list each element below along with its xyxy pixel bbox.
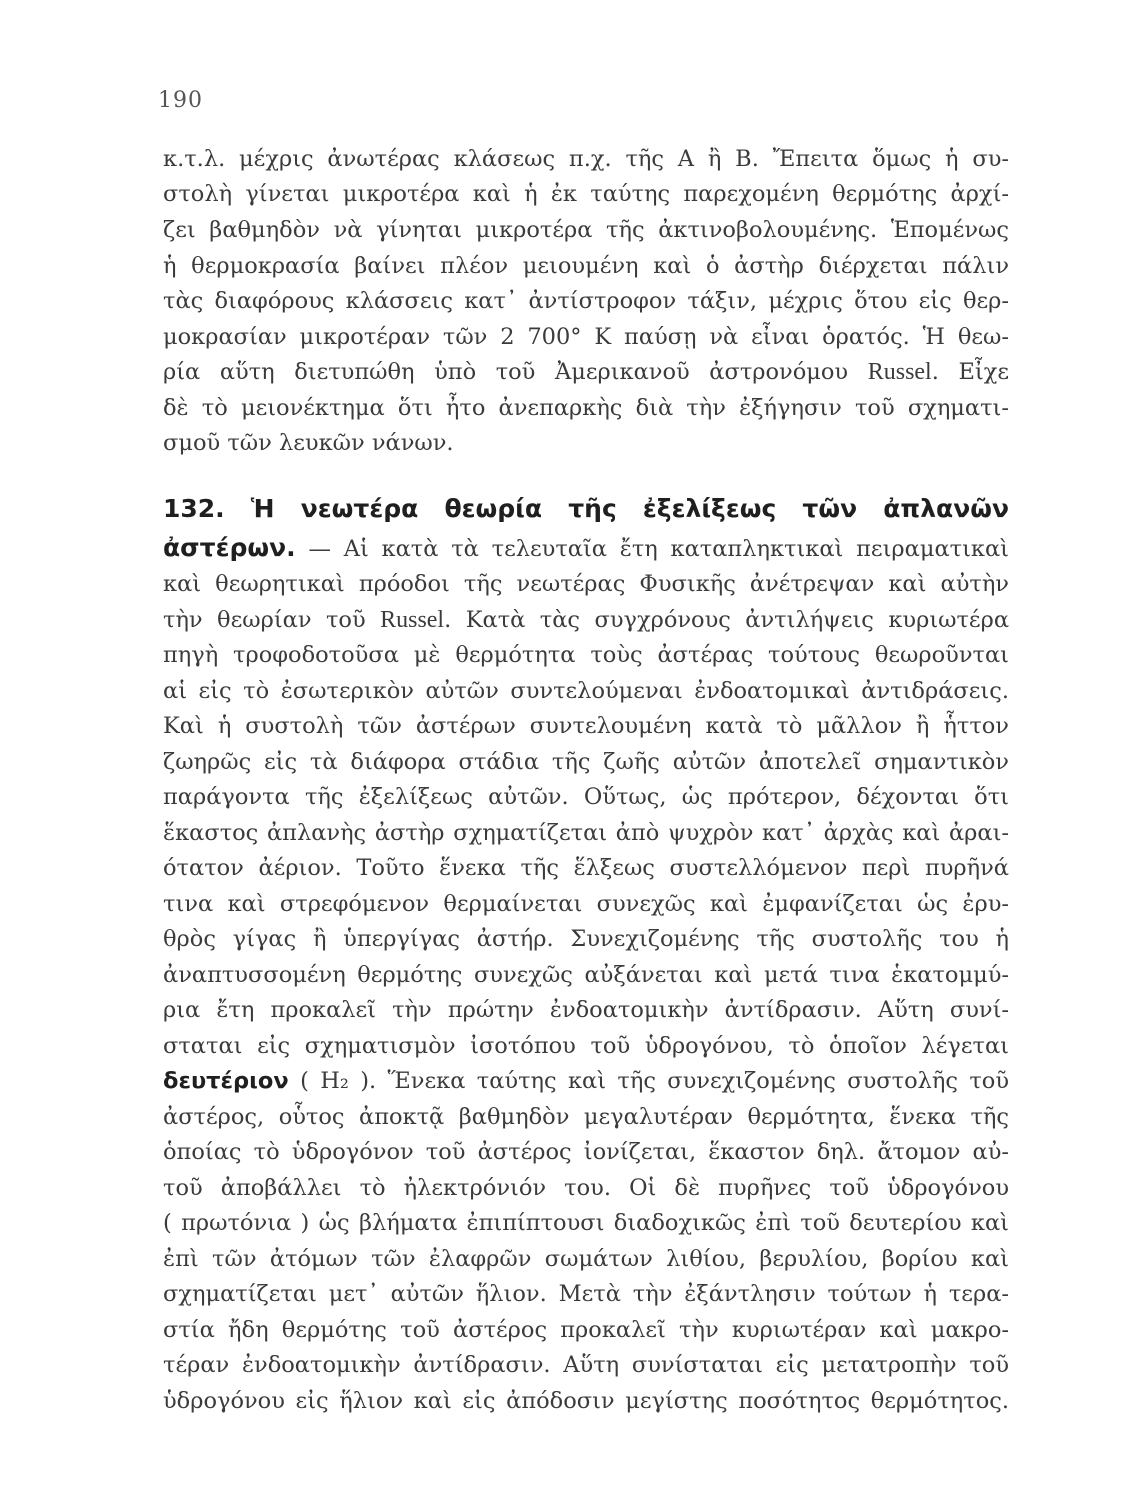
text-line: ἀστέρος, οὗτος ἀποκτᾷ βαθμηδὸν μεγαλυτέραν θερμότητα, ἕνεκα τῆς [163, 1104, 1009, 1130]
text-line: ἕκαστος ἀπλανὴς ἀστὴρ σχηματίζεται ἀπὸ ψυχρὸν κατ᾽ ἀρχὰς καὶ ἀραι- [163, 820, 1009, 846]
text-line: καὶ θεωρητικαὶ πρόοδοι τῆς νεωτέρας Φυσικῆς ἀνέτρεψαν καὶ αὐτὴν [163, 571, 1009, 597]
text-line: τὰς διαφόρους κλάσσεις κατ᾽ ἀντίστροφον τάξιν, μέχρις ὅτου εἰς θερ- [163, 288, 1009, 314]
text-line: στία ἤδη θερμότης τοῦ ἀστέρος προκαλεῖ τὴν κυριωτέραν καὶ μακρο- [163, 1317, 1009, 1343]
text-fragment: Ἕνεκα ταύτης καὶ τῆς συνεχιζομένης συστολῆς τοῦ [376, 1068, 1010, 1094]
text-line: ὁποίας τὸ ὑδρογόνον τοῦ ἀστέρος ἰονίζεται, ἕκαστον δηλ. ἄτομον αὐ- [163, 1139, 1009, 1165]
chemical-formula: ( H₂ ). [288, 1068, 377, 1094]
text-line: ζει βαθμηδὸν νὰ γίνηται μικροτέρα τῆς ἀκτινοβολουμένης. Ἑπομένως [163, 217, 1009, 243]
text-line [163, 532, 1009, 564]
text-line: δὲ τὸ μειονέκτημα ὅτι ἦτο ἀνεπαρκὴς διὰ τὴν ἐξήγησιν τοῦ σχηματι- [163, 395, 1009, 421]
text-line: ὑδρογόνου εἰς ἥλιον καὶ εἰς ἀπόδοσιν μεγίστης ποσότητος θερμότητος. [163, 1388, 1009, 1414]
text-line: παράγοντα τῆς ἐξελίξεως αὐτῶν. Οὕτως, ὡς πρότερον, δέχονται ὅτι [163, 784, 1009, 810]
page-number: 190 [158, 88, 203, 113]
text-line: στολὴ γίνεται μικροτέρα καὶ ἡ ἐκ ταύτης παρεχομένη θερμότης ἀρχί- [163, 181, 1009, 207]
text-line: σχηματίζεται μετ᾽ αὐτῶν ἥλιον. Μετὰ τὴν ἐξάντλησιν τούτων ἡ τερα- [163, 1281, 1009, 1307]
name-russel: Russel [380, 607, 445, 633]
term-deuterion: δευτέριον [163, 1068, 289, 1094]
text-line: τινα καὶ στρεφόμενον θερμαίνεται συνεχῶς καὶ ἐμφανίζεται ὡς ἐρυ- [163, 891, 1009, 917]
text-line: τέραν ἐνδοατομικὴν ἀντίδρασιν. Αὕτη συνίσταται εἰς μετατροπὴν τοῦ [163, 1352, 1009, 1378]
text-line: θρὸς γίγας ἢ ὑπεργίγας ἀστήρ. Συνεχιζομένης τῆς συστολῆς του ἡ [163, 926, 1009, 952]
text-line: αἱ εἰς τὸ ἐσωτερικὸν αὐτῶν συντελούμεναι ἐνδοατομικαὶ ἀντιδράσεις. [163, 678, 1009, 704]
text-line: ἀναπτυσσομένη θερμότης συνεχῶς αὐξάνεται καὶ μετά τινα ἑκατομμύ- [163, 962, 1009, 988]
section-heading-continuation: ἀστέρων. [163, 533, 296, 562]
text-fragment: . Κατὰ τὰς συγχρόνους ἀντιλήψεις κυριωτέρα [444, 607, 1010, 633]
text-line [163, 604, 1009, 636]
section-heading: 132. Ἡ νεωτέρα θεωρία τῆς ἐξελίξεως τῶν ἀπλανῶν [163, 494, 1009, 523]
text-line: ( πρωτόνια ) ὡς βλήματα ἐπιπίπτουσι διαδοχικῶς ἐπὶ τοῦ δευτερίου καὶ [163, 1210, 1009, 1236]
text-line: πηγὴ τροφοδοτοῦσα μὲ θερμότητα τοὺς ἀστέρας τούτους θεωροῦνται [163, 642, 1009, 668]
text-fragment: . Εἶχε [931, 359, 1010, 385]
text-line: ρια ἔτη προκαλεῖ τὴν πρώτην ἐνδοατομικὴν ἀντίδρασιν. Αὕτη συνί- [163, 997, 1009, 1023]
text-line: τοῦ ἀποβάλλει τὸ ἠλεκτρόνιόν του. Οἱ δὲ πυρῆνες τοῦ ὑδρογόνου [163, 1175, 1009, 1201]
text-line: μοκρασίαν μικροτέραν τῶν 2 700° K παύσῃ νὰ εἶναι ὁρατός. Ἡ θεω- [163, 324, 1009, 350]
text-fragment: τὴν θεωρίαν τοῦ [163, 607, 366, 633]
text-line: σταται εἰς σχηματισμὸν ἰσοτόπου τοῦ ὑδρογόνου, τὸ ὁποῖον λέγεται [163, 1033, 1009, 1059]
text-fragment: — Αἱ κατὰ τὰ τελευταῖα ἔτη καταπληκτικαὶ πειραματικαὶ [295, 536, 1009, 562]
text-line [163, 356, 1009, 388]
text-line: ότατον ἀέριον. Τοῦτο ἕνεκα τῆς ἕλξεως συστελλόμενον περὶ πυρῆνά [163, 855, 1009, 881]
text-line: ἐπὶ τῶν ἀτόμων τῶν ἐλαφρῶν σωμάτων λιθίου, βερυλίου, βορίου καὶ [163, 1246, 1009, 1272]
text-line: ἡ θερμοκρασία βαίνει πλέον μειουμένη καὶ ὁ ἀστὴρ διέρχεται πάλιν [163, 253, 1009, 279]
text-line: κ.τ.λ. μέχρις ἀνωτέρας κλάσεως π.χ. τῆς Α ἢ Β. Ἔπειτα ὅμως ἡ συ- [163, 146, 1009, 172]
text-line: Καὶ ἡ συστολὴ τῶν ἀστέρων συντελουμένη κατὰ τὸ μᾶλλον ἢ ἧττον [163, 713, 1009, 739]
name-russel: Russel [867, 359, 932, 385]
text-fragment: ρία αὕτη διετυπώθη ὑπὸ τοῦ Ἀμερικανοῦ ἀστρονόμου [163, 359, 849, 385]
text-line: ζωηρῶς εἰς τὰ διάφορα στάδια τῆς ζωῆς αὐτῶν ἀποτελεῖ σημαντικὸν [163, 749, 1009, 775]
text-line [163, 1065, 1009, 1097]
text-line: σμοῦ τῶν λευκῶν νάνων. [163, 430, 454, 456]
